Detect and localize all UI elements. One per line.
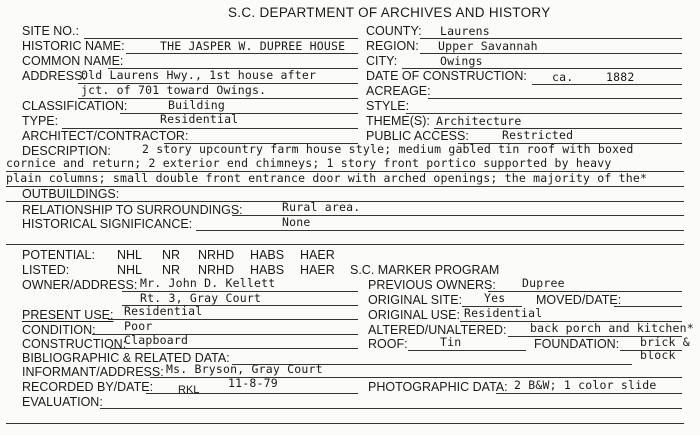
foundation-label: FOUNDATION: (534, 337, 620, 351)
listed-nhl: NHL (117, 263, 143, 277)
photographic-data-value: 2 B&W; 1 color slide (514, 378, 657, 392)
address-value-1: Old Laurens Hwy., 1st house after (81, 68, 317, 82)
description-label: DESCRIPTION: (22, 144, 111, 158)
classification-value: Building (168, 98, 225, 112)
potential-nrhd: NRHD (198, 248, 235, 262)
region-value: Upper Savannah (438, 39, 538, 53)
original-site-value: Yes (484, 291, 506, 305)
construction-value: Clapboard (124, 333, 189, 347)
condition-value: Poor (124, 319, 153, 333)
moved-date-label: MOVED/DATE: (536, 293, 622, 307)
outbuildings-label: OUTBUILDINGS: (22, 187, 120, 201)
altered-label: ALTERED/UNALTERED: (368, 323, 507, 337)
marker-program-label: S.C. MARKER PROGRAM (350, 263, 500, 277)
altered-value: back porch and kitchen* (530, 321, 694, 335)
potential-nhl: NHL (117, 248, 143, 262)
construction-label: CONSTRUCTION: (22, 337, 127, 351)
foundation-value-1: brick & (640, 335, 690, 349)
owner-value-2: Rt. 3, Gray Court (140, 291, 262, 305)
public-access-value: Restricted (502, 128, 574, 142)
city-value: Owings (440, 54, 483, 68)
bibliographic-label: BIBLIOGRAPHIC & RELATED DATA: (22, 351, 230, 365)
relationship-label: RELATIONSHIP TO SURROUNDINGS: (22, 203, 243, 217)
roof-label: ROOF: (368, 337, 408, 351)
previous-owners-label: PREVIOUS OWNERS: (368, 278, 496, 292)
acreage-label: ACREAGE: (366, 84, 431, 98)
owner-address-label: OWNER/ADDRESS: (22, 278, 138, 292)
county-value: Laurens (440, 24, 490, 38)
listed-nr: NR (162, 263, 181, 277)
common-name-label: COMMON NAME: (22, 54, 124, 68)
recorded-by-initials: RKL (178, 384, 200, 396)
potential-nr: NR (162, 248, 181, 262)
listed-habs: HABS (250, 263, 285, 277)
present-use-value: Residential (124, 304, 203, 318)
themes-label: THEME(S): (366, 114, 430, 128)
roof-line (408, 350, 526, 351)
historical-significance-value: None (282, 215, 311, 229)
description-value-3: plain columns; small double front entrance door with arched openings; the majority of the* (6, 171, 648, 185)
previous-owners-line (488, 291, 682, 292)
date-ca-value: ca. (552, 70, 574, 84)
previous-owners-value: Dupree (522, 276, 565, 290)
recorded-by-date: 11-8-79 (228, 376, 278, 390)
themes-value: Architecture (436, 114, 522, 128)
public-access-label: PUBLIC ACCESS: (366, 129, 469, 143)
potential-haer: HAER (300, 248, 335, 262)
roof-value: Tin (440, 335, 462, 349)
architect-label: ARCHITECT/CONTRACTOR: (22, 129, 189, 143)
region-label: REGION: (366, 39, 419, 53)
description-value-2: cornice and return; 2 exterior end chimneys; 1 story front portico supported by heavy (6, 156, 612, 170)
county-label: COUNTY: (366, 24, 422, 38)
form-title: S.C. DEPARTMENT OF ARCHIVES AND HISTORY (228, 5, 551, 20)
address-value-2: jct. of 701 toward Owings. (81, 83, 267, 97)
style-label: STYLE: (366, 99, 410, 113)
construction-line (110, 348, 358, 349)
date-of-construction-label: DATE OF CONSTRUCTION: (366, 69, 527, 83)
recorded-by-label: RECORDED BY/DATE: (22, 380, 154, 394)
owner-value-1: Mr. John D. Kellett (140, 276, 276, 290)
city-label: CITY: (366, 54, 398, 68)
listed-label: LISTED: (22, 263, 70, 277)
evaluation-line-2 (6, 423, 684, 424)
moved-date-line (614, 306, 682, 307)
blank-line-1 (6, 244, 684, 245)
informant-label: INFORMANT/ADDRESS: (22, 365, 164, 379)
condition-label: CONDITION: (22, 323, 96, 337)
foundation-value-2: block (640, 348, 676, 362)
original-use-label: ORIGINAL USE: (368, 308, 460, 322)
date-line (532, 84, 682, 85)
recorded-by-line (146, 393, 358, 394)
classification-line (120, 113, 358, 114)
site-no-label: SITE NO.: (22, 24, 79, 38)
original-site-label: ORIGINAL SITE: (368, 293, 463, 307)
classification-label: CLASSIFICATION: (22, 99, 128, 113)
listed-haer: HAER (300, 263, 335, 277)
type-value: Residential (160, 112, 239, 126)
present-use-label: PRESENT USE: (22, 308, 114, 322)
historical-significance-label: HISTORICAL SIGNIFICANCE: (22, 217, 193, 231)
evaluation-line (100, 408, 682, 409)
acreage-line (428, 98, 682, 99)
historic-name-value: THE JASPER W. DUPREE HOUSE (160, 39, 346, 53)
historic-name-label: HISTORIC NAME: (22, 39, 125, 53)
original-use-value: Residential (464, 306, 543, 320)
evaluation-label: EVALUATION: (22, 395, 103, 409)
address-label: ADDRESS: (22, 69, 86, 83)
informant-value: Ms. Bryson, Gray Court (166, 362, 323, 376)
listed-nrhd: NRHD (198, 263, 235, 277)
potential-habs: HABS (250, 248, 285, 262)
historic-name-line (126, 53, 358, 54)
historical-significance-line (196, 230, 684, 231)
photographic-data-label: PHOTOGRAPHIC DATA: (368, 380, 508, 394)
type-label: TYPE: (22, 114, 59, 128)
photographic-data-line (496, 393, 682, 394)
date-year-value: 1882 (606, 70, 635, 84)
description-value-1: 2 story upcountry farm house style; medium gabled tin roof with boxed (142, 142, 634, 156)
relationship-value: Rural area. (282, 200, 361, 214)
potential-label: POTENTIAL: (22, 248, 95, 262)
